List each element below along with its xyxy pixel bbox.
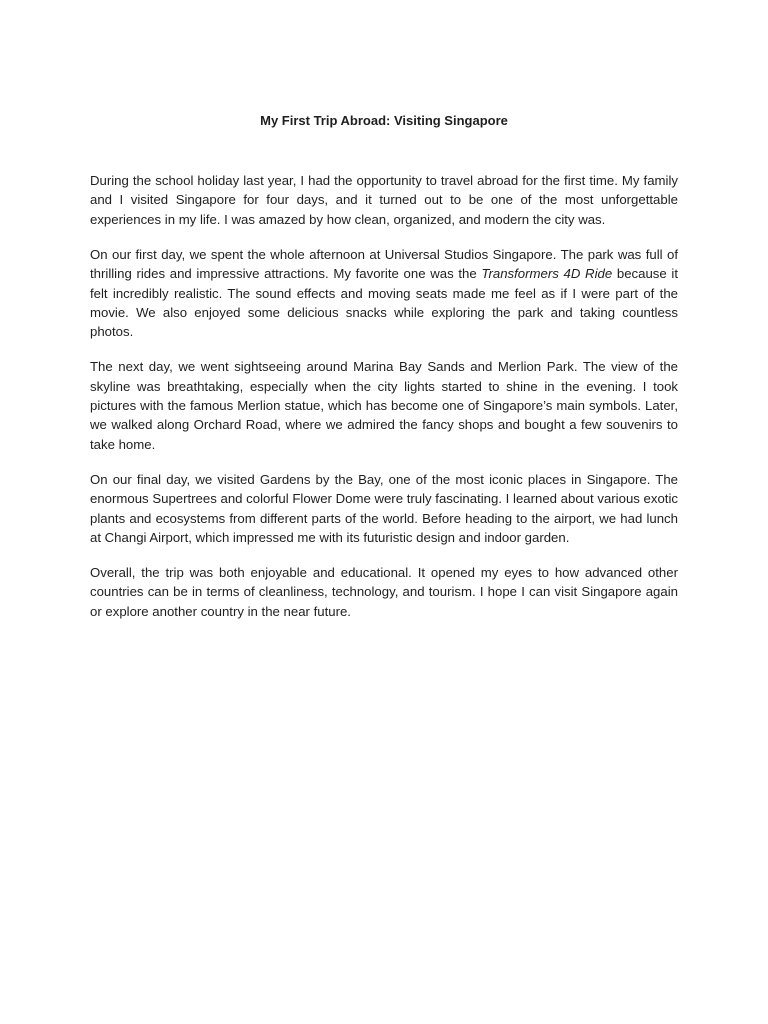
document-page: [90, 112, 678, 637]
paragraph-first-day: [90, 245, 678, 342]
paragraph-intro: During the school holiday last year, I had the opportunity to travel abroad for the first time. My family and I visited Singapore for four days, and it turned out to be one of the most unforgettable experiences in my life. I was amazed by how clean, organized, and modern the city was.: [90, 173, 678, 227]
document-title: My First Trip Abroad: Visiting Singapore: [260, 113, 508, 128]
ride-name-italic: Transformers 4D Ride: [481, 266, 613, 282]
paragraph-text: On our first day, we spent the whole afternoon at Universal Studios Singapore. The park was full of thrilling rides and impressive attractions. My favorite one was the: [90, 246, 678, 282]
paragraph-text: because it felt incredibly realistic. The sound effects and moving seats made me feel as if I were part of the movie. We also enjoyed some delicious snacks while exploring the park and taking countless photos.: [90, 266, 679, 340]
paragraph-final-day: On our final day, we visited Gardens by the Bay, one of the most iconic places in Singapore. The enormous Supertrees and colorful Flower Dome were truly fascinating. I learned about various exotic plants and ecosystems from different parts of the world. Before heading to the airport, we had lunch at Changi Airport, which impressed me with its futuristic design and indoor garden.: [90, 471, 678, 545]
paragraph-conclusion: Overall, the trip was both enjoyable and educational. It opened my eyes to how advanced other countries can be in terms of cleanliness, technology, and tourism. I hope I can visit Singapore again or explore another country in the near future.: [90, 564, 678, 619]
paragraph-second-day: The next day, we went sightseeing around Marina Bay Sands and Merlion Park. The view of the skyline was breathtaking, especially when the city lights started to shine in the evening. I took pictures with the famous Merlion statue, which has become one of Singapore’s main symbols. Later, we walked along Orchard Road, where we admired the fancy shops and bought a few souvenirs to take home.: [90, 359, 678, 452]
